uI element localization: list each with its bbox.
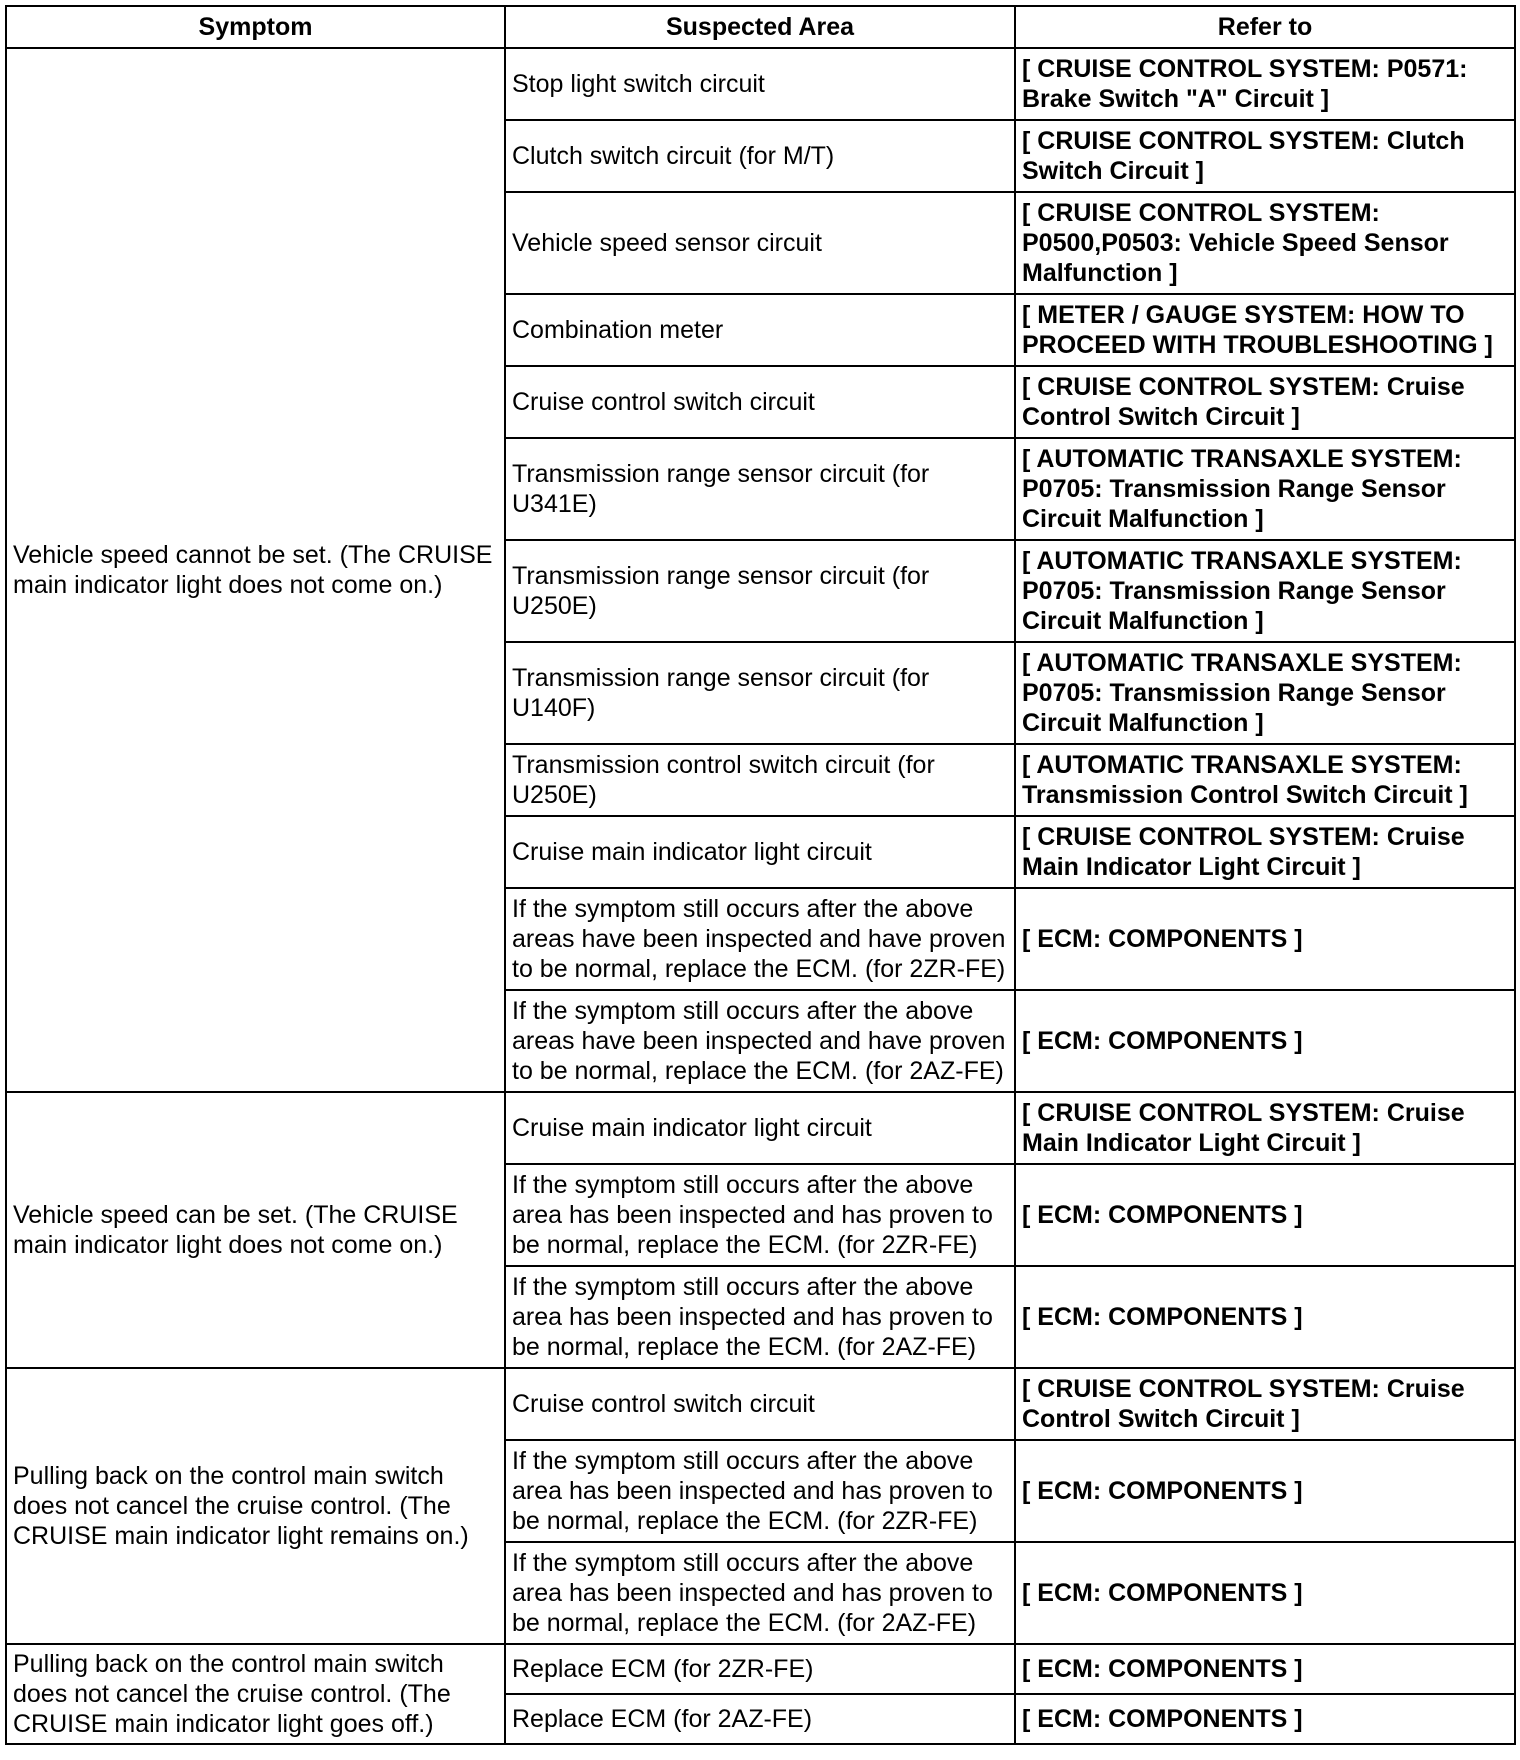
suspected-area-cell: Transmission range sensor circuit (for U140F) [505, 642, 1015, 744]
refer-to-link[interactable]: [ CRUISE CONTROL SYSTEM: Cruise Main Indicator Light Circuit ] [1015, 816, 1515, 888]
header-symptom: Symptom [6, 6, 505, 48]
refer-to-link[interactable]: [ ECM: COMPONENTS ] [1015, 1266, 1515, 1368]
suspected-area-cell: Transmission control switch circuit (for U250E) [505, 744, 1015, 816]
header-refer-to: Refer to [1015, 6, 1515, 48]
header-suspected-area: Suspected Area [505, 6, 1015, 48]
suspected-area-cell: Vehicle speed sensor circuit [505, 192, 1015, 294]
suspected-area-cell: Cruise main indicator light circuit [505, 1092, 1015, 1164]
refer-to-link[interactable]: [ AUTOMATIC TRANSAXLE SYSTEM: Transmission Control Switch Circuit ] [1015, 744, 1515, 816]
suspected-area-cell: Cruise control switch circuit [505, 366, 1015, 438]
refer-to-link[interactable]: [ ECM: COMPONENTS ] [1015, 1644, 1515, 1694]
suspected-area-cell: Replace ECM (for 2ZR-FE) [505, 1644, 1015, 1694]
problem-symptoms-table [5, 5, 1516, 1745]
refer-to-link[interactable]: [ CRUISE CONTROL SYSTEM: Cruise Control Switch Circuit ] [1015, 366, 1515, 438]
suspected-area-cell: Cruise main indicator light circuit [505, 816, 1015, 888]
suspected-area-cell: Transmission range sensor circuit (for U250E) [505, 540, 1015, 642]
refer-to-link[interactable]: [ ECM: COMPONENTS ] [1015, 1542, 1515, 1644]
header-row [6, 6, 1515, 48]
table-row [6, 1092, 1515, 1164]
refer-to-link[interactable]: [ CRUISE CONTROL SYSTEM: P0500,P0503: Vehicle Speed Sensor Malfunction ] [1015, 192, 1515, 294]
suspected-area-cell: Stop light switch circuit [505, 48, 1015, 120]
refer-to-link[interactable]: [ CRUISE CONTROL SYSTEM: Cruise Main Indicator Light Circuit ] [1015, 1092, 1515, 1164]
refer-to-link[interactable]: [ CRUISE CONTROL SYSTEM: Clutch Switch Circuit ] [1015, 120, 1515, 192]
refer-to-link[interactable]: [ AUTOMATIC TRANSAXLE SYSTEM: P0705: Transmission Range Sensor Circuit Malfunction ] [1015, 438, 1515, 540]
suspected-area-cell: Combination meter [505, 294, 1015, 366]
refer-to-link[interactable]: [ ECM: COMPONENTS ] [1015, 1694, 1515, 1744]
table-row [6, 1368, 1515, 1440]
symptom-cell: Pulling back on the control main switch does not cancel the cruise control. (The CRUISE main indicator light remains on.) [6, 1368, 505, 1644]
symptom-cell: Vehicle speed cannot be set. (The CRUISE main indicator light does not come on.) [6, 48, 505, 1092]
suspected-area-cell: Cruise control switch circuit [505, 1368, 1015, 1440]
suspected-area-cell: If the symptom still occurs after the above areas have been inspected and have proven to be normal, replace the ECM. (for 2AZ-FE) [505, 990, 1015, 1092]
document-page [5, 5, 1514, 1745]
suspected-area-cell: If the symptom still occurs after the above area has been inspected and has proven to be normal, replace the ECM. (for 2AZ-FE) [505, 1542, 1015, 1644]
refer-to-link[interactable]: [ AUTOMATIC TRANSAXLE SYSTEM: P0705: Transmission Range Sensor Circuit Malfunction ] [1015, 540, 1515, 642]
suspected-area-cell: Clutch switch circuit (for M/T) [505, 120, 1015, 192]
suspected-area-cell: If the symptom still occurs after the above area has been inspected and has proven to be normal, replace the ECM. (for 2ZR-FE) [505, 1164, 1015, 1266]
suspected-area-cell: Replace ECM (for 2AZ-FE) [505, 1694, 1015, 1744]
suspected-area-cell: If the symptom still occurs after the above area has been inspected and has proven to be normal, replace the ECM. (for 2AZ-FE) [505, 1266, 1015, 1368]
refer-to-link[interactable]: [ ECM: COMPONENTS ] [1015, 1440, 1515, 1542]
refer-to-link[interactable]: [ ECM: COMPONENTS ] [1015, 888, 1515, 990]
refer-to-link[interactable]: [ AUTOMATIC TRANSAXLE SYSTEM: P0705: Transmission Range Sensor Circuit Malfunction ] [1015, 642, 1515, 744]
suspected-area-cell: If the symptom still occurs after the above area has been inspected and has proven to be normal, replace the ECM. (for 2ZR-FE) [505, 1440, 1015, 1542]
suspected-area-cell: Transmission range sensor circuit (for U341E) [505, 438, 1015, 540]
suspected-area-cell: If the symptom still occurs after the above areas have been inspected and have proven to be normal, replace the ECM. (for 2ZR-FE) [505, 888, 1015, 990]
table-row [6, 48, 1515, 120]
symptom-cell: Pulling back on the control main switch does not cancel the cruise control. (The CRUISE main indicator light goes off.) [6, 1644, 505, 1744]
refer-to-link[interactable]: [ ECM: COMPONENTS ] [1015, 990, 1515, 1092]
refer-to-link[interactable]: [ CRUISE CONTROL SYSTEM: Cruise Control Switch Circuit ] [1015, 1368, 1515, 1440]
table-row [6, 1644, 1515, 1694]
symptom-cell: Vehicle speed can be set. (The CRUISE main indicator light does not come on.) [6, 1092, 505, 1368]
refer-to-link[interactable]: [ METER / GAUGE SYSTEM: HOW TO PROCEED WITH TROUBLESHOOTING ] [1015, 294, 1515, 366]
refer-to-link[interactable]: [ CRUISE CONTROL SYSTEM: P0571: Brake Switch "A" Circuit ] [1015, 48, 1515, 120]
refer-to-link[interactable]: [ ECM: COMPONENTS ] [1015, 1164, 1515, 1266]
